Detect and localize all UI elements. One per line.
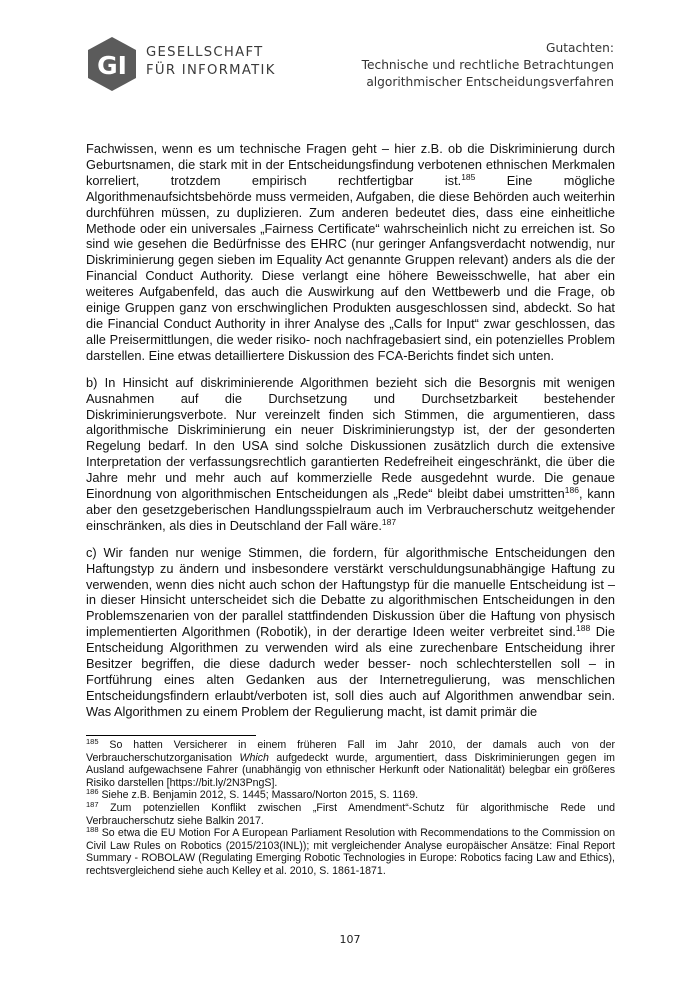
footnote-number: 188 bbox=[86, 825, 99, 835]
footnote-ref-187: 187 bbox=[381, 516, 397, 527]
footnote-ref-188: 188 bbox=[576, 623, 591, 634]
footnote-ref-186: 186 bbox=[564, 485, 579, 496]
footnote-188 bbox=[86, 827, 615, 877]
page-number: 107 bbox=[339, 933, 361, 946]
footnote-ref-185: 185 bbox=[461, 171, 476, 182]
footnote-separator bbox=[86, 735, 256, 736]
logo-letters: GI bbox=[97, 51, 127, 80]
footnote-text: Siehe z.B. Benjamin 2012, S. 1445; Massaro/Norton 2015, S. 1169. bbox=[98, 789, 419, 802]
footnote-text: Zum potenziellen Konflikt zwischen „First Amendment“-Schutz für algorithmische Rede und Verbraucherschutz siehe Balkin 2017. bbox=[86, 801, 615, 827]
paragraph-c-text-cont: Die Entscheidung Algorithmen zu verwenden wird als eine zurechenbare Entscheidung ihrer Besitzer begriffen, die diese dadurch weder besser- noch schlechterstellen soll – in Fortführung eines alten Gedanken aus der Internetregulierung, was menschlichen Entscheidungsfindern erlaubt/verboten ist, soll dies auch auf Algorithmen anwendbar sein. Was Algorithmen zu einem Problem der Regulierung macht, ist damit primär die bbox=[86, 624, 615, 719]
footnote-text: So etwa die EU Motion For A European Parliament Resolution with Recommendations to the Commission on Civil Law Rules on Robotics (2015/2103(INL)); mit vergleichender Analyse europäischer Ansätze: Final Report Summary - ROBOLAW (Regulating Emerging Robotic Technologies in Europe: Robotics facing Law and Ethics), rechtsvergleichend siehe auch Kelley et al. 2010, S. 1861-1871. bbox=[86, 827, 615, 877]
footnote-number: 186 bbox=[86, 787, 99, 797]
main-text bbox=[86, 141, 615, 731]
org-name-line2: FÜR INFORMATIK bbox=[146, 63, 276, 78]
paragraph-1-text: Fachwissen, wenn es um technische Fragen geht – hier z.B. ob die Diskriminierung durch Geburtsnamen, die stark mit in der Entscheidungsfindung verbotenen ethnischen Merkmalen korreliert, trotzdem empirisch rechtfertigbar ist. bbox=[86, 141, 615, 188]
footnote-186 bbox=[86, 789, 615, 802]
footnote-text-cont: aufgedeckt wurde, argumentiert, dass Diskriminierungen gegen im Ausland aufgewachsene Fahrer (unabhängig von ethnischer Herkunft oder Nationalität) belegbar ein größeres Risiko darstellen [https://bit.ly/2N3PngS]. bbox=[86, 751, 615, 789]
footnotes bbox=[86, 739, 615, 878]
header-line2: Technische und rechtliche Betrachtungen bbox=[361, 58, 614, 72]
paragraph-1-text-cont: Eine mögliche Algorithmenaufsichtsbehörde muss vermeiden, Aufgaben, die diese Behörden auch weiterhin durchführen müssen, zu duplizieren. Zum anderen bedeutet dies, dass eine einheitliche Methode oder ein universales „Fairness Certificate“ wahrscheinlich nicht zu erreichen ist. So sind wie gesehen die Bedürfnisse des EHRC (nur geringer Anfangsverdacht notwendig, nur Diskriminierung gegen sieben im Equality Act genannte Gruppen relevant) anders als die der Financial Conduct Authority. Diese verlangt eine höhere Beweisschwelle, hat aber ein weiteres Aufgabenfeld, das auch die Auswirkung auf den Wettbewerb und die Frage, ob einige Gruppen ganz von erschwinglichen Produkten ausgeschlossen sind, abdeckt. So hat die Financial Conduct Authority in ihrer Analyse des „Calls for Input“ zwar geschlossen, das alle Preisermittlungen, die weder risiko- noch nachfragebasiert sind, ein potenzielles Problem darstellen. Eine etwas detailliertere Diskussion des FCA-Berichts findet sich unten. bbox=[86, 172, 616, 363]
footnote-187 bbox=[86, 799, 615, 827]
header-line3: algorithmischer Entscheidungsverfahren bbox=[366, 75, 614, 89]
paragraph-b-text-cont: , kann aber den gesetzgeberischen Handlungsspielraum auch im Verbraucherschutz weitgehender einschränken, als dies in Deutschland der Fall wäre. bbox=[86, 486, 615, 533]
footnote-text: So hatten Versicherer in einem früheren Fall im Jahr 2010, der damals auch von der Verbraucherschutzorganisation bbox=[86, 739, 615, 764]
org-name-line1: GESELLSCHAFT bbox=[146, 45, 264, 60]
paragraph-b-text: b) In Hinsicht auf diskriminierende Algorithmen bezieht sich die Besorgnis mit wenigen Ausnahmen auf die Durchsetzung und Durchsetzbarkeit bestehender Diskriminierungsverbote. Nur vereinzelt finden sich Stimmen, die argumentieren, dass algorithmische Diskriminierung ein neuer Diskriminierungstyp ist, der der gesonderten Regelung bedarf. In den USA sind solche Diskussionen zusätzlich durch die extensive Interpretation der verfassungsrechtlich garantierten Redefreiheit eingeschränkt, die über die Jahre mehr und mehr auch auf kommerzielle Rede ausgedehnt wurde. Die genaue Einordnung von algorithmischen Entscheidungen als „Rede“ bleibt dabei umstritten bbox=[86, 374, 615, 502]
gi-logo-icon bbox=[86, 36, 138, 92]
gi-logo bbox=[86, 36, 276, 96]
paragraph-c-text: c) Wir fanden nur wenige Stimmen, die fordern, für algorithmische Entscheidungen den Haftungstyp zu ändern und insbesondere verstärkt verschuldungsunabhängige Haftung zu verwenden, wenn dies nicht auch schon der Haftungstyp für die manuelle Entscheidung ist – in dieser Hinsicht unterscheidet sich die Debatte zu algorithmischen Entscheidungen in den Problemszenarien von der parallel stattfindenden Diskussion über die Haftung von physisch implementierten Algorithmen (Robotik), in der derartige Ideen weiter verbreitet sind. bbox=[86, 544, 615, 640]
footnote-number: 187 bbox=[86, 799, 99, 809]
paragraph-c bbox=[86, 545, 615, 720]
footnote-emphasis: Which bbox=[239, 751, 269, 764]
paragraph-b bbox=[86, 375, 615, 534]
footnote-number: 185 bbox=[86, 737, 99, 746]
paragraph-1 bbox=[86, 141, 615, 364]
running-header bbox=[362, 40, 614, 91]
org-name bbox=[146, 44, 276, 80]
footnote-185 bbox=[86, 739, 615, 789]
header-line1: Gutachten: bbox=[546, 41, 614, 55]
